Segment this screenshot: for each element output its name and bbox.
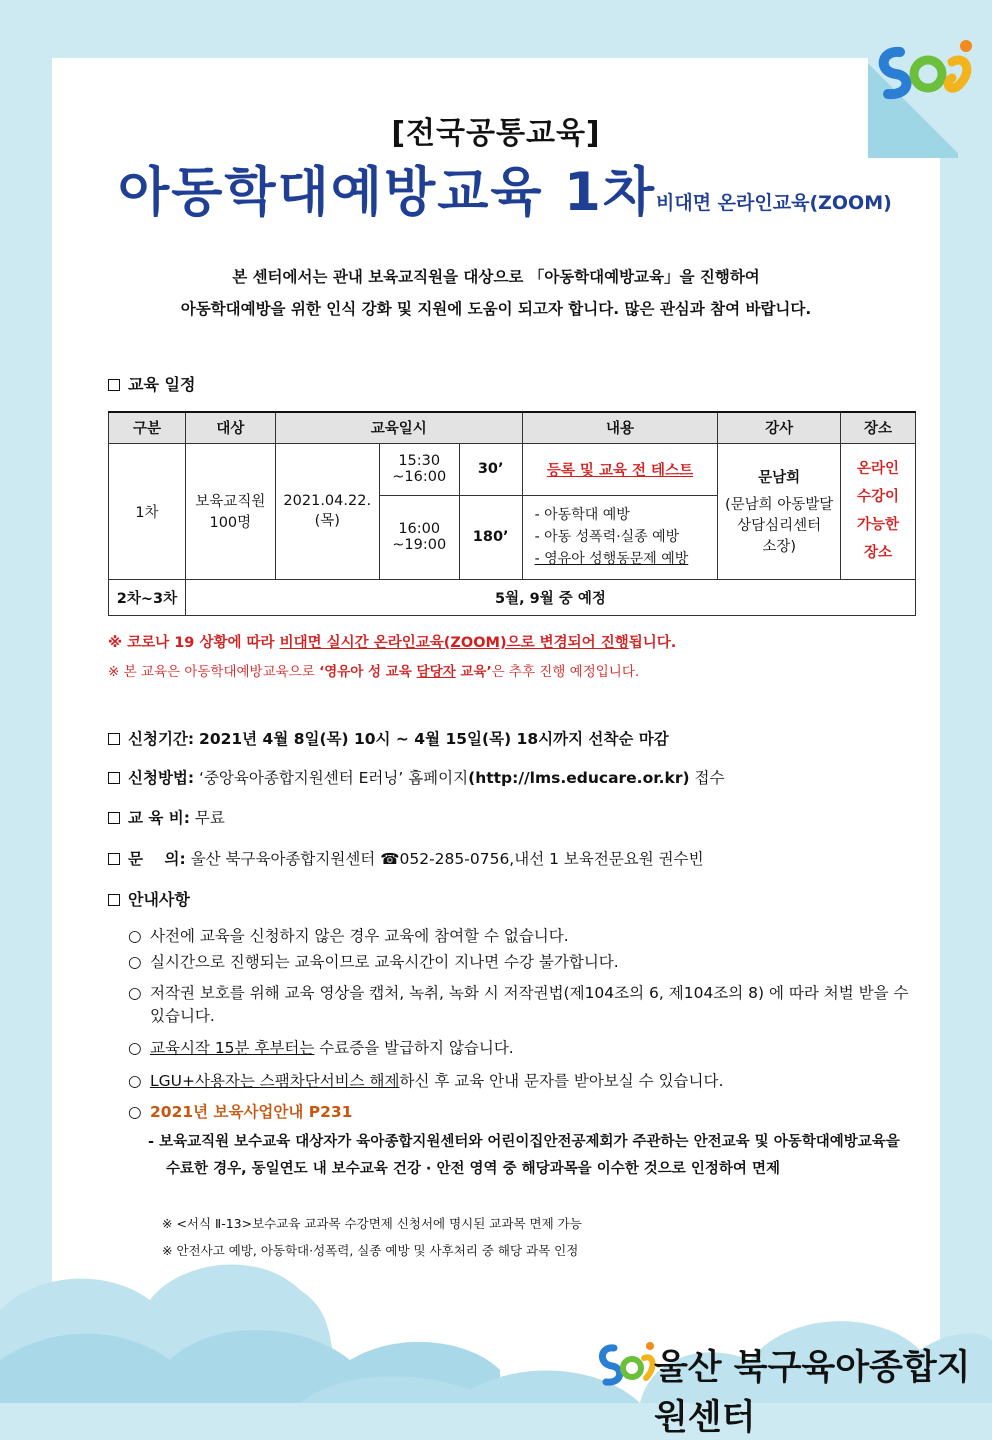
info-fee xyxy=(108,806,225,828)
content-line: - 아동학대 예방 xyxy=(534,507,630,523)
target-line: 100명 xyxy=(209,515,252,531)
round-label: 2차~3차 xyxy=(109,579,186,615)
place-line: 가능한 xyxy=(857,517,900,533)
instructor-desc: (문남희 아동발달 xyxy=(725,497,834,513)
info-method xyxy=(108,766,724,788)
checkbox-square-icon xyxy=(108,772,120,784)
header-cell: 구분 xyxy=(109,412,186,443)
circle-bullet-icon: ○ xyxy=(128,1103,142,1121)
guide-item xyxy=(128,1037,928,1060)
info-contact xyxy=(108,847,704,869)
place-line: 장소 xyxy=(864,545,893,561)
guide-item xyxy=(128,925,928,948)
place-line: 수강이 xyxy=(857,489,900,505)
content-cell xyxy=(522,443,718,495)
bracket-title: [전국공통교육] xyxy=(391,116,601,151)
exemption-detail: - 보육교직원 보수교육 대상자가 육아종합지원센터와 어린이집안전공제회가 주관하는 안전교육 및 아동학대예방교육을 수료한 경우, 동일연도 내 보수교육 건강 · 안전 영역 중 해당과목을 이수한 것으로 인정하여 면제 xyxy=(148,1134,900,1177)
main-title: 아동학대예방교육 1차 xyxy=(118,162,657,223)
section-guide xyxy=(108,887,190,910)
footer-logo-icon xyxy=(596,1336,656,1392)
checkbox-square-icon xyxy=(108,853,120,865)
content-cell xyxy=(522,495,718,579)
info-period xyxy=(108,727,669,749)
date-cell xyxy=(275,443,379,579)
time-cell xyxy=(379,443,459,495)
checkbox-square-icon xyxy=(108,733,120,745)
date-line: 2021.04.22. xyxy=(283,492,372,509)
footer-org-name: 울산 북구육아종합지원센터 xyxy=(654,1348,971,1438)
url-link[interactable]: (http://lms.educare.or.kr) xyxy=(468,769,690,787)
schedule-title: 교육 일정 xyxy=(128,375,196,394)
instructor-name: 문남희 xyxy=(758,470,801,486)
time-line: ~16:00 xyxy=(392,469,447,485)
notice-text: ※ 본 교육은 아동학대예방교육으로 xyxy=(108,664,320,680)
circle-bullet-icon: ○ xyxy=(128,984,142,1002)
notice-text: 비대면 실시간 온라인교육(ZOOM)으로 변경되어 진행 xyxy=(279,635,629,651)
time-line: 16:00 xyxy=(398,521,441,537)
info-value: 접수 xyxy=(694,769,725,787)
content-line: - 아동 성폭력·실종 예방 xyxy=(534,529,680,545)
guide-text: 하신 후 교육 안내 문자를 받아보실 수 있습니다. xyxy=(399,1072,724,1090)
guide-item xyxy=(128,951,928,974)
instructor-desc: 소장) xyxy=(762,539,796,555)
notice-text: ‘영유아 성 교육 xyxy=(319,664,417,680)
guide-text: LGU+사용자는 스팸차단서비스 해제 xyxy=(150,1072,400,1090)
info-label: 교 육 비: xyxy=(128,809,190,827)
round-plan: 5월, 9월 중 예정 xyxy=(185,579,915,615)
guide-item xyxy=(128,1101,928,1124)
checkbox-square-icon xyxy=(108,812,120,824)
intro-line-1: 본 센터에서는 관내 보육교직원을 대상으로 「아동학대예방교육」을 진행하여 xyxy=(232,268,760,286)
guide-text: 2021년 보육사업안내 P231 xyxy=(150,1103,353,1121)
header-cell: 대상 xyxy=(185,412,275,443)
guide-title: 안내사항 xyxy=(128,890,190,909)
table-row xyxy=(109,579,916,615)
guide-text: 사전에 교육을 신청하지 않은 경우 교육에 참여할 수 없습니다. xyxy=(150,927,569,945)
notice-followup xyxy=(108,660,639,680)
place-line: 온라인 xyxy=(857,461,900,477)
info-label: 문 의: xyxy=(128,850,186,868)
section-schedule xyxy=(108,372,195,395)
exemption-note-2: ※ 안전사고 예방, 아동학대·성폭력, 실종 예방 및 사후처리 중 해당 과목 인정 xyxy=(162,1243,579,1258)
duration-cell: 30’ xyxy=(459,443,522,495)
header-cell: 내용 xyxy=(522,412,718,443)
checkbox-square-icon xyxy=(108,894,120,906)
instructor-desc: 상담심리센터 xyxy=(737,518,822,534)
center-logo-icon xyxy=(870,32,980,104)
target-line: 보육교직원 xyxy=(195,494,266,510)
header-cell: 장소 xyxy=(841,412,916,443)
guide-item xyxy=(128,982,918,1028)
date-line: (목) xyxy=(314,512,340,529)
notice-text: 담당자 xyxy=(416,664,456,680)
circle-bullet-icon: ○ xyxy=(128,1072,142,1090)
header-cell: 강사 xyxy=(718,412,841,443)
circle-bullet-icon: ○ xyxy=(128,927,142,945)
guide-text: 수료증을 발급하지 않습니다. xyxy=(314,1039,514,1057)
target-cell xyxy=(185,443,275,579)
round-label: 1차 xyxy=(109,443,186,579)
exemption-note-1: ※ <서식 Ⅱ-13>보수교육 교과목 수강면제 신청서에 명시된 교과목 면제 가능 xyxy=(162,1216,582,1231)
info-label: 신청기간: xyxy=(128,730,195,748)
table-row xyxy=(109,443,916,495)
info-value: 2021년 4월 8일(목) 10시 ~ 4월 15일(목) 18시까지 선착순 마감 xyxy=(199,730,669,748)
sub-title: 비대면 온라인교육(ZOOM) xyxy=(656,192,892,214)
guide-item xyxy=(128,1070,928,1093)
notice-text: 됩니다. xyxy=(628,635,677,651)
content-line: - 영유아 성행동문제 예방 xyxy=(534,551,689,567)
notice-text: 교육’ xyxy=(455,664,492,680)
guide-text: 교육시작 15분 후부터는 xyxy=(150,1039,315,1057)
circle-bullet-icon: ○ xyxy=(128,1039,142,1057)
guide-text: 실시간으로 진행되는 교육이므로 교육시간이 지나면 수강 불가합니다. xyxy=(150,953,619,971)
time-cell xyxy=(379,495,459,579)
info-value: 무료 xyxy=(194,809,225,827)
content-text: 등록 및 교육 전 테스트 xyxy=(546,462,694,479)
notice-text: ※ 코로나 19 상황에 따라 xyxy=(108,635,280,651)
schedule-table xyxy=(108,411,916,616)
intro-line-2: 아동학대예방을 위한 인식 강화 및 지원에 도움이 되고자 합니다. 많은 관심과 참여 바랍니다. xyxy=(180,300,812,318)
header-cell: 교육일시 xyxy=(275,412,522,443)
info-value: 울산 북구육아종합지원센터 ☎052-285-0756,내선 1 보육전문요원 권수빈 xyxy=(190,850,704,868)
instructor-cell xyxy=(718,443,841,579)
notice-covid xyxy=(108,631,676,652)
notice-text: 은 추후 진행 예정입니다. xyxy=(491,664,640,680)
circle-bullet-icon: ○ xyxy=(128,953,142,971)
checkbox-square-icon xyxy=(108,379,120,391)
table-header-row xyxy=(109,412,916,443)
info-value: ‘중앙육아종합지원센터 E러닝’ 홈페이지 xyxy=(199,769,469,787)
time-line: ~19:00 xyxy=(392,537,447,553)
time-line: 15:30 xyxy=(398,453,441,469)
guide-text: 저작권 보호를 위해 교육 영상을 캡처, 녹취, 녹화 시 저작권법(제104조의 6, 제104조의 8) 에 따라 처벌 받을 수 있습니다. xyxy=(150,984,909,1025)
duration-cell: 180’ xyxy=(459,495,522,579)
place-cell xyxy=(841,443,916,579)
info-label: 신청방법: xyxy=(128,769,195,787)
